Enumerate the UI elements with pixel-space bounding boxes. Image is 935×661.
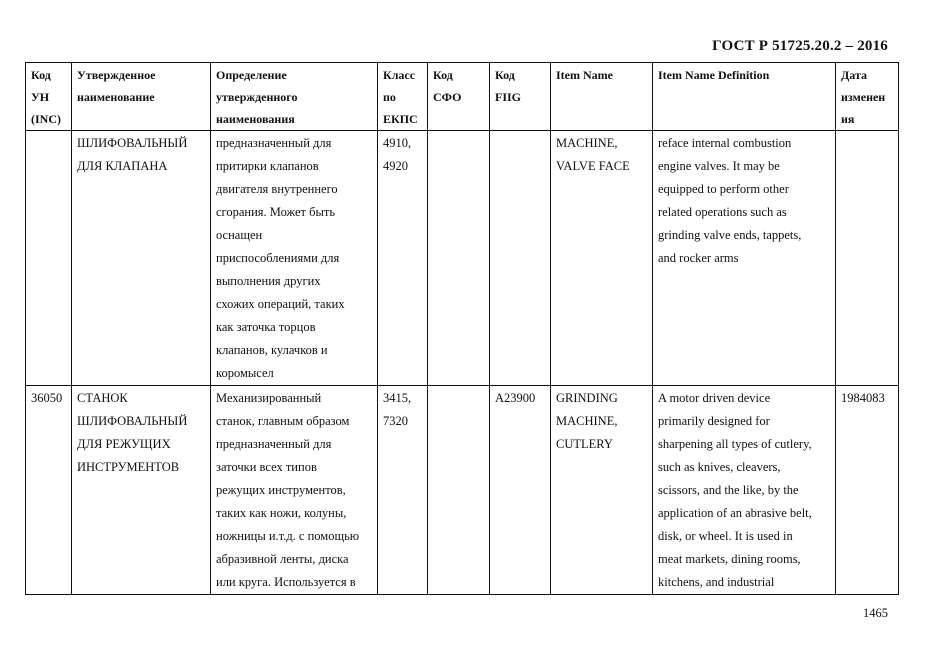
header-cell bbox=[211, 63, 378, 131]
cell-line: sharpening all types of cutlery, bbox=[658, 437, 812, 451]
cell-line: ШЛИФОВАЛЬНЫЙ bbox=[77, 414, 188, 428]
cell-line: приспособлениями для bbox=[216, 251, 340, 265]
sfo-code-cell bbox=[428, 131, 490, 386]
cell-line: reface internal combustion bbox=[658, 136, 792, 150]
cell-line: Код bbox=[31, 68, 51, 82]
definition-ru-cell bbox=[211, 386, 378, 595]
header-cell bbox=[26, 63, 72, 131]
document-code: ГОСТ Р 51725.20.2 – 2016 bbox=[712, 38, 888, 54]
cell-line: ИНСТРУМЕНТОВ bbox=[77, 460, 180, 474]
cell-line: Item Name Definition bbox=[658, 68, 770, 82]
cell-line: клапанов, кулачков и bbox=[216, 343, 328, 357]
header-cell bbox=[836, 63, 899, 131]
cell-line: 1984083 bbox=[841, 391, 885, 405]
table-row bbox=[26, 131, 899, 386]
cell-line: engine valves. It may be bbox=[658, 159, 780, 173]
cell-line: and rocker arms bbox=[658, 251, 739, 265]
cell-line: коромысел bbox=[216, 366, 274, 380]
ekps-class-cell bbox=[378, 131, 428, 386]
cell-line: СТАНОК bbox=[77, 391, 128, 405]
cell-line: (INC) bbox=[31, 112, 61, 126]
cell-line: primarily designed for bbox=[658, 414, 770, 428]
cell-line: scissors, and the like, by the bbox=[658, 483, 799, 497]
cell-line: A motor driven device bbox=[658, 391, 771, 405]
cell-line: по bbox=[383, 90, 396, 104]
cell-line: related operations such as bbox=[658, 205, 787, 219]
change-date-cell bbox=[836, 131, 899, 386]
cell-line: 36050 bbox=[31, 391, 63, 405]
page-number: 1465 bbox=[863, 606, 888, 620]
ekps-class-cell bbox=[378, 386, 428, 595]
cell-line: утвержденного bbox=[216, 90, 298, 104]
sfo-code-cell bbox=[428, 386, 490, 595]
cell-line: СФО bbox=[433, 90, 462, 104]
cell-line: ия bbox=[841, 112, 855, 126]
cell-line: such as knives, cleavers, bbox=[658, 460, 781, 474]
cell-line: заточки всех типов bbox=[216, 460, 317, 474]
cell-line: equipped to perform other bbox=[658, 182, 789, 196]
cell-line: 4920 bbox=[383, 159, 408, 173]
cell-line: режущих инструментов, bbox=[216, 483, 346, 497]
cell-line: A23900 bbox=[495, 391, 536, 405]
definition-ru-cell bbox=[211, 131, 378, 386]
cell-line: FIIG bbox=[495, 90, 522, 104]
cell-line: Механизированный bbox=[216, 391, 322, 405]
cell-line: как заточка торцов bbox=[216, 320, 316, 334]
approved-name-cell bbox=[72, 386, 211, 595]
fiig-code-cell bbox=[490, 386, 551, 595]
cell-line: оснащен bbox=[216, 228, 263, 242]
cell-line: Утвержденное bbox=[77, 68, 156, 82]
change-date-cell bbox=[836, 386, 899, 595]
cell-line: disk, or wheel. It is used in bbox=[658, 529, 793, 543]
header-cell bbox=[378, 63, 428, 131]
cell-line: двигателя внутреннего bbox=[216, 182, 338, 196]
code-un-cell bbox=[26, 386, 72, 595]
approved-name-cell bbox=[72, 131, 211, 386]
item-name-cell bbox=[551, 131, 653, 386]
item-name-definition-cell bbox=[653, 386, 836, 595]
cell-line: meat markets, dining rooms, bbox=[658, 552, 801, 566]
cell-line: наименования bbox=[216, 112, 295, 126]
cell-line: ДЛЯ КЛАПАНА bbox=[77, 159, 168, 173]
cell-line: Код bbox=[433, 68, 453, 82]
fiig-code-cell bbox=[490, 131, 551, 386]
header-cell bbox=[72, 63, 211, 131]
cell-line: 7320 bbox=[383, 414, 408, 428]
cell-line: GRINDING bbox=[556, 391, 618, 405]
cell-line: grinding valve ends, tappets, bbox=[658, 228, 802, 242]
table-row bbox=[26, 386, 899, 595]
cell-line: MACHINE, bbox=[556, 414, 618, 428]
header-cell bbox=[551, 63, 653, 131]
nomenclature-table bbox=[25, 62, 899, 595]
cell-line: абразивной ленты, диска bbox=[216, 552, 349, 566]
cell-line: Дата bbox=[841, 68, 867, 82]
header-cell bbox=[653, 63, 836, 131]
cell-line: притирки клапанов bbox=[216, 159, 319, 173]
cell-line: станок, главным образом bbox=[216, 414, 350, 428]
cell-line: предназначенный для bbox=[216, 437, 332, 451]
cell-line: Определение bbox=[216, 68, 287, 82]
cell-line: наименование bbox=[77, 90, 155, 104]
cell-line: ЕКПС bbox=[383, 112, 418, 126]
cell-line: 4910, bbox=[383, 136, 412, 150]
code-un-cell bbox=[26, 131, 72, 386]
cell-line: УН bbox=[31, 90, 50, 104]
cell-line: VALVE FACE bbox=[556, 159, 630, 173]
header-cell bbox=[490, 63, 551, 131]
cell-line: изменен bbox=[841, 90, 886, 104]
cell-line: kitchens, and industrial bbox=[658, 575, 775, 589]
cell-line: или круга. Используется в bbox=[216, 575, 356, 589]
cell-line: схожих операций, таких bbox=[216, 297, 345, 311]
cell-line: предназначенный для bbox=[216, 136, 332, 150]
cell-line: таких как ножи, колуны, bbox=[216, 506, 347, 520]
cell-line: сгорания. Может быть bbox=[216, 205, 336, 219]
cell-line: Класс bbox=[383, 68, 416, 82]
cell-line: Item Name bbox=[556, 68, 613, 82]
cell-line: Код bbox=[495, 68, 515, 82]
cell-line: 3415, bbox=[383, 391, 412, 405]
item-name-cell bbox=[551, 386, 653, 595]
cell-line: CUTLERY bbox=[556, 437, 613, 451]
cell-line: ШЛИФОВАЛЬНЫЙ bbox=[77, 136, 188, 150]
header-cell bbox=[428, 63, 490, 131]
cell-line: ножницы и.т.д. с помощью bbox=[216, 529, 360, 543]
table-header-row bbox=[26, 63, 899, 131]
cell-line: application of an abrasive belt, bbox=[658, 506, 812, 520]
cell-line: выполнения других bbox=[216, 274, 321, 288]
item-name-definition-cell bbox=[653, 131, 836, 386]
cell-line: MACHINE, bbox=[556, 136, 618, 150]
cell-line: ДЛЯ РЕЖУЩИХ bbox=[77, 437, 171, 451]
